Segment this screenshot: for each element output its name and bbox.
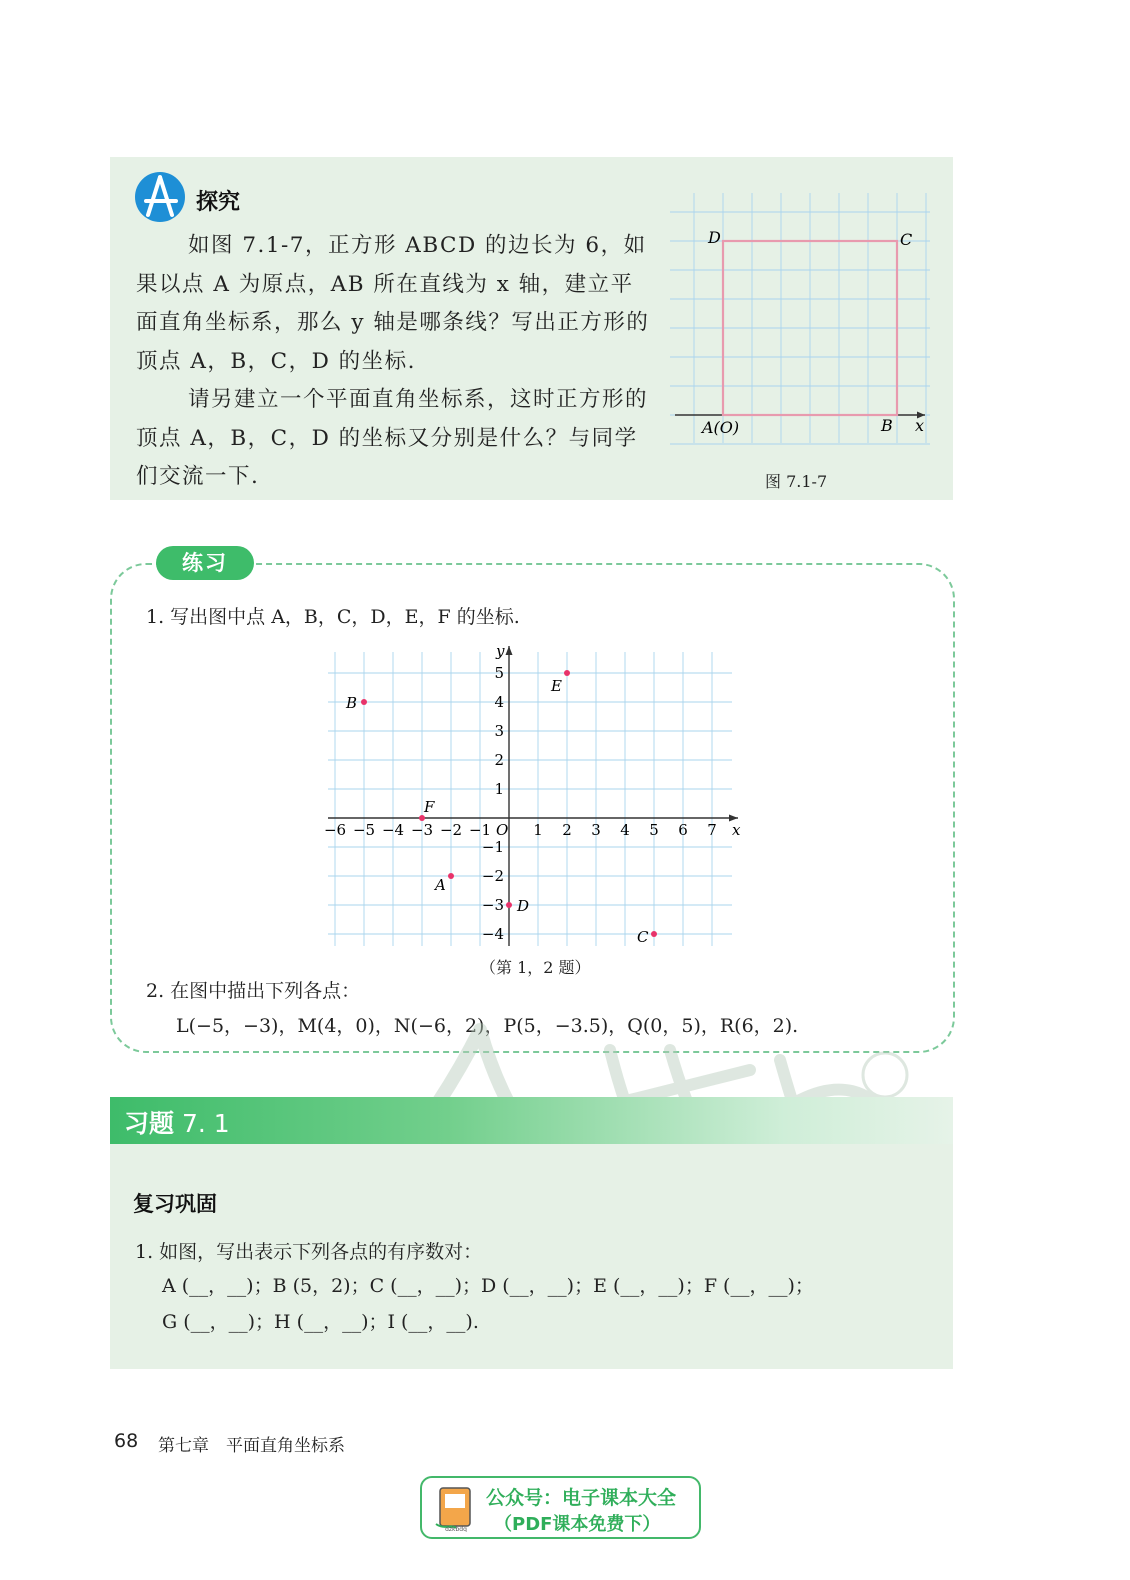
point-label-b: B [346, 694, 358, 712]
x-tick-label: 3 [591, 821, 601, 839]
y-tick-label: 1 [494, 780, 504, 798]
y-tick-label: −4 [481, 925, 504, 943]
point-label-d: D [517, 897, 530, 915]
y-tick-label: 5 [494, 664, 504, 682]
x-tick-label: 5 [649, 821, 659, 839]
practice-question-2: 2. 在图中描出下列各点： [146, 980, 361, 1002]
exercise-question-1-line-2: G (__，__)；H (__，__)；I (__，__). [162, 1311, 479, 1333]
coordinate-figure-caption: （第 1，2 题） [480, 958, 591, 977]
promo-badge-line-2: （PDF课本免费下） [494, 1514, 661, 1535]
x-tick-label: −5 [352, 821, 376, 839]
badge-icon-caption: dzkbdq [445, 1526, 467, 1532]
point-label-e: E [551, 677, 562, 695]
point-label-f: F [424, 798, 435, 816]
chapter-title: 第七章 平面直角坐标系 [158, 1436, 345, 1456]
label-d: D [708, 228, 721, 247]
explore-box [110, 157, 953, 500]
y-axis-arrow-icon [506, 646, 513, 655]
x-tick-label: −2 [439, 821, 463, 839]
coordinate-axes [328, 642, 741, 946]
exercise-title [124, 1104, 230, 1140]
explore-paragraph-1: 如图 7.1-7，正方形 ABCD 的边长为 6，如果以点 A 为原点，AB 所在直线为 x 轴，建立平面直角坐标系，那么 y 轴是哪条线？写出正方形的顶点 A，B，C，D 的坐标. [136, 233, 650, 374]
origin-label: O [496, 821, 509, 839]
y-axis-label: y [496, 642, 505, 660]
y-tick-label: −1 [481, 838, 504, 856]
point-b [361, 699, 367, 705]
page-number: 68 [114, 1430, 139, 1452]
compass-icon [134, 171, 186, 223]
point-label-a: A [435, 876, 446, 894]
x-tick-label: −6 [323, 821, 347, 839]
y-tick-label: −2 [481, 867, 504, 885]
exercise-title-number: 7. 1 [181, 1109, 230, 1138]
x-tick-label: 2 [562, 821, 572, 839]
x-tick-label: 7 [707, 821, 717, 839]
exercise-header-bar [110, 1097, 953, 1144]
square-figure [670, 193, 938, 455]
x-tick-label: −3 [410, 821, 434, 839]
label-c: C [900, 230, 913, 249]
y-tick-label: 3 [494, 722, 504, 740]
point-c [651, 931, 657, 937]
y-tick-label: 2 [494, 751, 504, 769]
point-e [564, 670, 570, 676]
exercise-question-1-line-1: A (__，__)；B (5，2)；C (__，__)；D (__，__)；E (__，__)；F (__，__)； [162, 1275, 814, 1297]
x-tick-label: −4 [381, 821, 405, 839]
promo-badge [420, 1476, 701, 1539]
point-d [506, 902, 512, 908]
point-label-c: C [637, 928, 649, 946]
x-tick-label: −1 [468, 821, 492, 839]
label-a-origin: A(O) [702, 418, 740, 437]
y-tick-label: 4 [494, 693, 504, 711]
y-tick-label: −3 [481, 896, 504, 914]
point-a [448, 873, 454, 879]
explore-paragraph-2: 请另建立一个平面直角坐标系，这时正方形的顶点 A，B，C，D 的坐标又分别是什么？与同学们交流一下. [136, 387, 649, 489]
review-section-title: 复习巩固 [133, 1192, 217, 1216]
figure-caption: 图 7.1-7 [765, 472, 828, 491]
exercise-title-label: 习题 [124, 1109, 175, 1138]
coordinate-figure [320, 640, 750, 955]
practice-question-1: 1. 写出图中点 A，B，C，D，E，F 的坐标. [146, 606, 520, 628]
label-b: B [881, 416, 893, 435]
x-tick-label: 6 [678, 821, 688, 839]
book-icon [432, 1484, 480, 1532]
explore-title: 探究 [196, 190, 241, 215]
exercise-question-1: 1. 如图，写出表示下列各点的有序数对： [135, 1241, 483, 1263]
x-tick-label: 1 [533, 821, 543, 839]
practice-badge: 练习 [156, 546, 254, 580]
x-axis-label: x [732, 821, 741, 839]
practice-question-2-points: L(−5，−3)，M(4，0)，N(−6，2)，P(5，−3.5)，Q(0，5)，R(6，2). [176, 1015, 799, 1037]
promo-badge-line-1: 公众号：电子课本大全 [486, 1487, 677, 1509]
label-x: x [915, 416, 925, 435]
coordinate-grid [328, 652, 732, 946]
x-tick-label: 4 [620, 821, 630, 839]
